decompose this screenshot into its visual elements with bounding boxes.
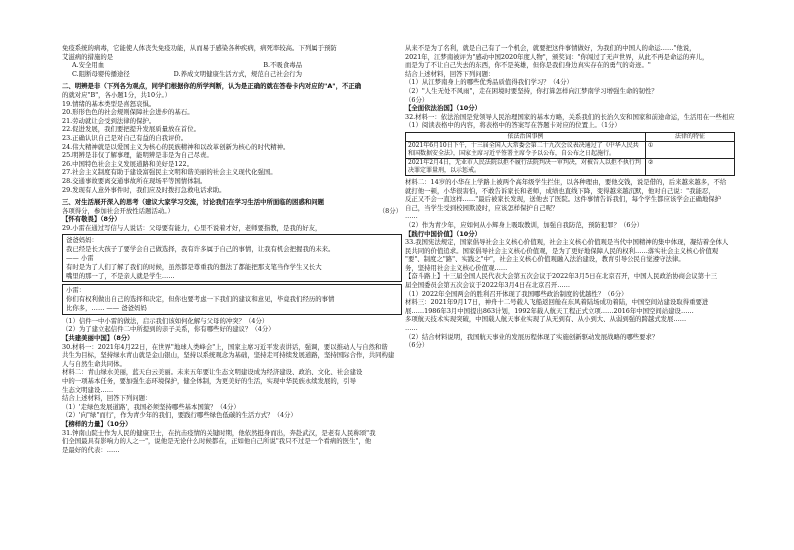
material-line: 生态文明建设…… xyxy=(62,385,114,394)
part-title: 【榜样的力量】（10分） xyxy=(62,419,132,428)
material-line: 自己，当学生受到校园欺凌时，应该怎样保护自己呢？ xyxy=(405,203,559,212)
material-line: 反正又不会一直这样……"最后被家长发现，送他去了医院。这件事情告诉我们，每个学生都应该学会正确地保护 xyxy=(405,195,722,204)
material-line: 30.材料一：2021年4月22日，在世界"地球人类峰会"上，国家主席习近平发表讲话，强调，要以推动人与自然和谐 xyxy=(62,342,388,351)
table-cell: 2021年6月10日下午，十三届全国人大常委会第二十九次会议表决通过了《中华人民共和国数据安全法》，国家主席习近平签署主席令予以公布，自公布之日起施行。 xyxy=(406,141,646,158)
question-item: （2）"人生无处不风雨"，走在困境时要坚持，你打算怎样向江梦南学习增强生命的韧性？ xyxy=(405,86,658,95)
part-title: 【怀有敬畏】（8分） xyxy=(62,215,121,224)
letter-one-box xyxy=(62,234,402,282)
section-3-subtitle: 各项得分，参加社会开放性话题活动。） （8分） xyxy=(62,206,402,215)
letter-two-box xyxy=(62,284,402,314)
table-cell: ② xyxy=(646,158,735,175)
judgment-item: 19.情绪的基本类型是喜怒哀惧。 xyxy=(62,99,156,108)
judgment-item: 21.劳动就让会受到法律的保护。 xyxy=(62,116,156,125)
material-line: 展……1986年3月中国提出863计划，1992年载人航天工程正式立项……2016年中国空间站建设…… xyxy=(405,306,694,315)
material-line: 材料二：14岁的小华在上学路上被两个高年级学生拦住，以各种理由，要他交钱，说是借的，后来越来越多，不给 xyxy=(405,177,727,186)
part-title: 【共建美丽中国】（8分） xyxy=(62,334,134,343)
option-b: B.不吸食毒品 xyxy=(263,61,302,70)
judgment-item: 22.促进发展，我们要把提升发展质量放在首位。 xyxy=(62,125,200,134)
question-item: （2）作为青少年，应如何从小辉身上吸取教训，加强自我防范，预防犯罪？（6分） xyxy=(405,220,644,229)
letter-line: —— 小雷 xyxy=(66,254,94,263)
material-line: …… xyxy=(405,324,418,333)
table-header-row xyxy=(406,132,735,141)
intro-line: 免疫系统的病毒，它能使人体丧失免疫功能，从而易于感染各种疾病，病死率较高。下列属于预防 xyxy=(62,44,337,52)
material-line: 是最好的代表：…… xyxy=(62,445,120,454)
judgment-item: 29.发现有人意外事件时，我们应及时拨打急救电话求助。 xyxy=(62,185,226,194)
material-line: 就打他一顿，小华很害怕，不敢告诉家长和老师，成绩也直线下降，变得越来越沉默，他对自己说："我能忍， xyxy=(405,186,715,195)
table-row xyxy=(406,158,735,175)
judgment-item: 28.交通事故要离交通事故所在现场平等国情体制。 xyxy=(62,176,207,185)
judgment-item: 25.明辨是非仅了解事理，能明辨是非是为自己尽责。 xyxy=(62,151,213,160)
question-item: （2）为了建立起信件二中所提到的亲子关系，你有哪些好的建议？（4分） xyxy=(62,325,275,334)
material-line: 32.材料一：依法治国是党领导人民治理国家的基本方略，关系我们的长治久安和国家和前途命运，生活用在一些相应 xyxy=(405,112,735,121)
material-line: 材料二：青山绿水美丽，蓝天白云美丽。未来五年要让生态文明建设成为经济建设、政治、文化、社会建设 xyxy=(62,368,363,377)
letter-line: 我已经是长大孩子了要学会自己做选择，我有许多属于自己的事情，让我有机会把握我的未来。 xyxy=(66,245,335,254)
letter-line: 你们有权利做出自己的选择和决定，但你也要考虑一下我们的建议和意见，毕竟我们经历的事情 xyxy=(66,295,335,304)
section-2-subtitle: 的就对应"B"，各小题1分，共10分。） xyxy=(62,90,172,99)
letter-line: 有时是为了人们了解了我们的时候，虽然都是尊重我的想法了都能把那支笔当作学生又长大 xyxy=(66,262,322,271)
option-d: D.养成文明健康生活方式，规范自己社会行为 xyxy=(173,69,302,78)
question-item: （1）2022年全国两会的胜利召开体现了我国哪些政治制度的优越性？（6分） xyxy=(405,289,628,298)
judgment-item: 26.中国特色社会主义发展道路和美好是122。 xyxy=(62,159,194,168)
option-row xyxy=(62,61,302,70)
law-table xyxy=(405,132,735,176)
option-a: A.安全用血 xyxy=(72,61,105,70)
table-row xyxy=(406,141,735,158)
material-line: 材料三：2021年9月17日，神舟十二号载人飞船返回舱在东风着陆场成功着陆，中国空间站建设取得重要进 xyxy=(405,298,709,307)
letter-line: 嘴里的那一了，不是亲人就是学生…… xyxy=(66,271,175,280)
material-line: 共生为目标，坚持绿水青山就是金山银山，坚持以系统观念为基础，坚持走可持续发展道路，坚持国际合作，共同构建 xyxy=(62,351,395,360)
question-prompt: 结合上述材料，回答下列问题： xyxy=(405,69,495,78)
material-line: 们全国最具有影响力的人之一"，说他是无论什么时候都在，正如他自己所说"我只不过是一个看病的医生"，他 xyxy=(62,437,372,446)
question-item: （6分） xyxy=(405,341,429,350)
letter-line: 比你多，…… —— 爸爸妈妈 xyxy=(66,304,147,313)
letter-line: 爸爸妈妈： xyxy=(66,236,98,245)
part-title: 【全面依法治国】（10分） xyxy=(405,104,481,113)
material-line: …… xyxy=(405,212,418,221)
question-item: （1）从江梦南身上的哪些优秀品质值得我们学习？（4分） xyxy=(405,78,573,87)
option-row xyxy=(62,70,302,79)
part-title: 【践行中国价值】（10分） xyxy=(405,229,481,238)
material-line: 中的一项基本任务，要加强生态环境保护，健全体制，为更美好的生活，实现中华民族永续发展的，引导 xyxy=(62,377,356,385)
question-prompt: 结合上述材料，回答下列问题： xyxy=(62,394,152,403)
question-item: （2）'向"绿"而行'，作为青少年的我们，要践行哪些绿色低碳的生活方式？（4分） xyxy=(62,411,297,420)
left-column xyxy=(62,44,402,454)
table-header: 法律的特征 xyxy=(646,132,735,141)
option-c: C.阻断母婴传播途径 xyxy=(72,69,130,78)
material-line: 多项航天技术实现突破，中国载人航天事业实现了从无到有、从小到大、从弱到强的跨越式发展…… xyxy=(405,315,687,324)
question-item: （1）信件一中小雷的做法，启示我们该如何化解与父母的冲突？（4分） xyxy=(62,316,269,325)
material-line: 【奋斗路上】十三届全国人民代表大会第五次会议于2022年3月5日在北京召开，中国人民政治协商会议第十三 xyxy=(405,272,717,281)
intro-line: 艾滋病的措施的是 xyxy=(62,52,114,61)
material-line: 2021年，江梦南被评为"感动中国2020年度人物"，颁奖词："你闯过了无声世界，从此不再是命运的弃儿， xyxy=(405,52,709,61)
section-2-title: 二、明辨是非（下列各为观点，同学们根据你的所学判断，认为是正确的就在答卷卡内对应的"A"，不正确 xyxy=(62,82,362,91)
judgment-item: 27.社会主义制度有助于建设富强民主文明和谐美丽的社会主义现代化强国。 xyxy=(62,168,277,177)
question-item: （6分） xyxy=(405,95,429,104)
judgment-item: 24.伟大精神就是以爱国主义为核心的民族精神和以改革创新为核心的时代精神。 xyxy=(62,142,290,151)
section-3-title: 三、对生活展开深入的思考（建议大家学习交流，讨论我们在学习生活中所面临的困惑和问题 xyxy=(62,198,325,207)
question-item: （2）结合材料说明，我国航天事业的发展历程体现了实施创新驱动发展战略的哪些要求？ xyxy=(405,332,659,341)
judgment-item: 23.正确认识自己是对自己有益的自我评价。 xyxy=(62,133,188,142)
material-line: 而是为了不让自己失去的东西，你不是英雄，但你是我们身边真实存在的勇气的奇迹。" xyxy=(405,61,651,70)
judgment-item: 20.形形色色的社会规则保障社会进步的基石。 xyxy=(62,108,194,117)
material-line: 从来不是为了名利，就是自己有了一个机会，就要把这件事情做好，为我们的中国人的命运……"他说， xyxy=(405,44,696,52)
material-line: 届全国委员会第五次会议于2022年3月4日在北京召开…… xyxy=(405,281,570,290)
material-line: 务，坚持用社会主义核心价值观…… xyxy=(405,263,508,272)
table-cell: 2021年2月4日，无业市人民法院以拒不履行法院判决一审判决，对被告人以拒不执行判决罪定罪量刑，以示惩戒。 xyxy=(406,158,646,175)
material-line: "要"、制度之"路"、实践之"中"，社会主义核心价值观融入法治建设，教育引导公民自觉遵守法律。 xyxy=(405,255,685,264)
question-29-intro: 29.小雷在通过写信与人说话：父母要有能力，心里不说着才好，老师要指教，是我的好友， xyxy=(62,223,322,232)
material-line: 民共同的价值追求。国家倡导社会主义核心价值观，是为了更好地保障人民的权利……落实社会主义核心价值观 xyxy=(405,246,719,255)
table-header: 依法治国事例 xyxy=(406,132,646,141)
letter-line: 小雷： xyxy=(66,286,86,295)
table-cell: ① xyxy=(646,141,735,158)
material-line: 33.我国宪法规定，国家倡导社会主义核心价值观，社会主义核心价值观是当代中国精神的集中体现，凝结着全体人 xyxy=(405,238,729,247)
question-item: （1）'走绿色发展道路'，我国必须坚持哪些基本国策？（4分） xyxy=(62,402,240,411)
material-line: 31.钟南山院士作为人民的健康卫士，在抗击疫情的关键时期，他依然挺身而出，奔赴武汉，是老有人民称颂"我 xyxy=(62,428,376,437)
right-column xyxy=(405,44,745,350)
material-line: 人与自然生命共同体。 xyxy=(62,359,126,368)
question-item: （1）阅读表格中的内容，将表格中的答案写在答题卡对应的位置上。（1分） xyxy=(405,121,621,130)
